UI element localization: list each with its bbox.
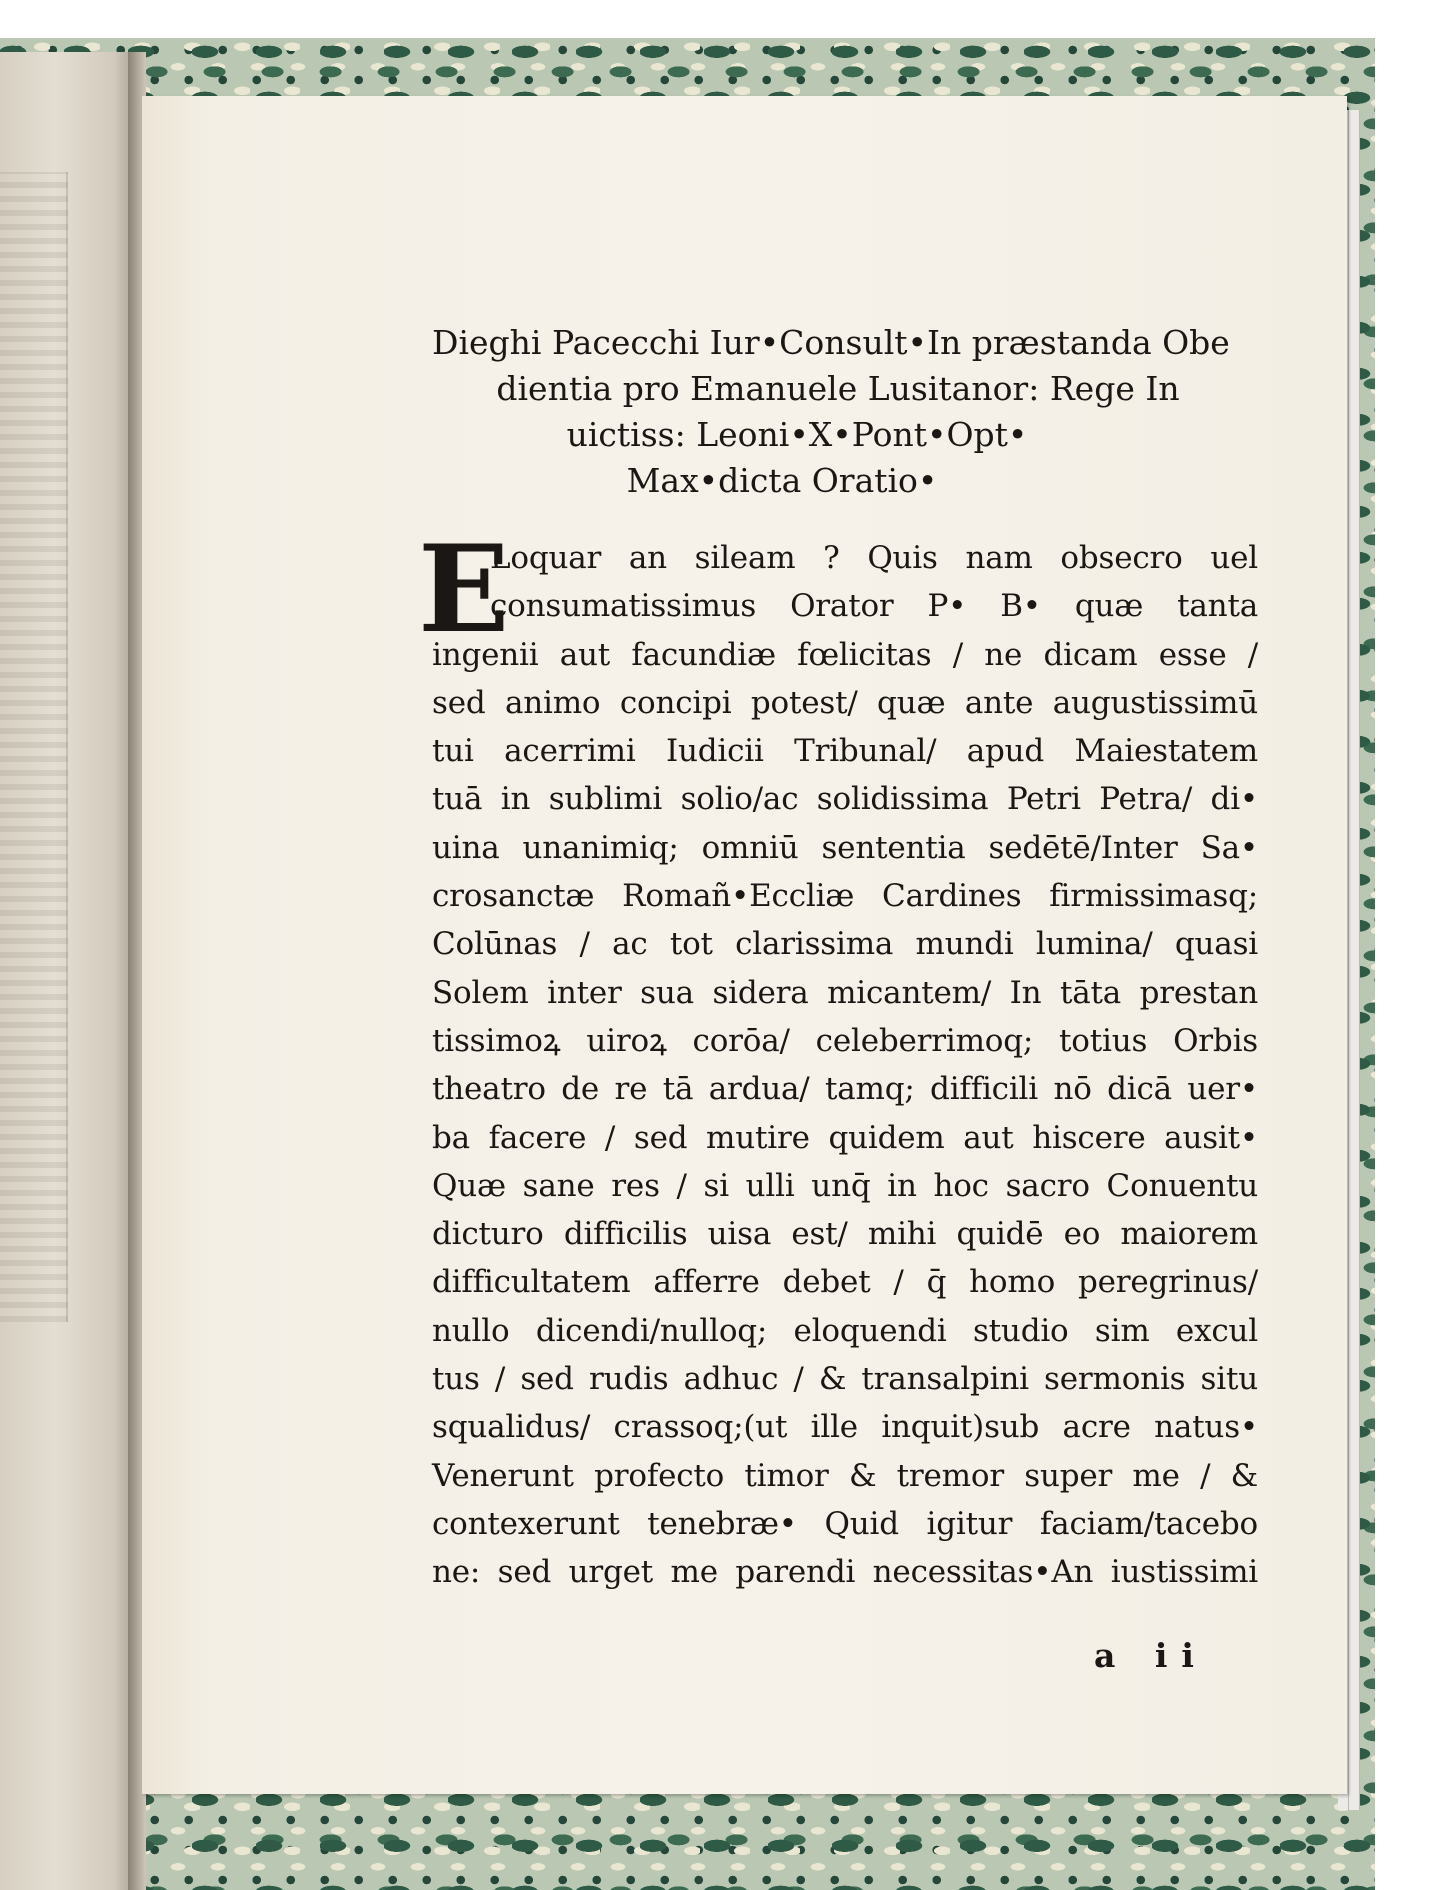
body-line: tui acerrimi Iudicii Tribunal/ apud Maiestatem [432,733,1258,770]
title-line: Dieghi Pacecchi Iur•Consult•In præstanda Obe [432,323,1230,362]
body-line: Venerunt profecto timor & tremor super me / & [432,1457,1258,1494]
body-line: tus / sed rudis adhuc / & transalpini sermonis situ [432,1361,1258,1398]
body-line: crosanctæ Romañ•Eccliæ Cardines firmissimasq; [432,878,1258,915]
body-line: Colūnas / ac tot clarissima mundi lumina/ quasi [432,926,1258,963]
body-line: sed animo concipi potest/ quæ ante augustissimū [432,684,1258,721]
left-page [0,52,135,1890]
body-line: nullo dicendi/nulloq; eloquendi studio sim excul [432,1312,1258,1349]
initial-capital: E [418,519,510,660]
title-line: uictiss: Leoni•X•Pont•Opt• [566,415,1028,454]
body-line: Quæ sane res / si ulli unq̄ in hoc sacro Conuentu [432,1167,1258,1204]
title-line: dientia pro Emanuele Lusitanor: Rege In [496,369,1180,408]
body-line: difficultatem afferre debet / q̄ homo peregrinus/ [432,1264,1258,1301]
signature-mark: a ii [1094,1636,1208,1675]
title-line: Max•dicta Oratio• [626,461,938,500]
body-line: contexerunt tenebræ• Quid igitur faciam/tacebo [432,1505,1258,1542]
body-line: tissimoꝝ uiroꝝ corōa/ celeberrimoq; totius Orbis [432,1022,1258,1059]
body-line: dicturo difficilis uisa est/ mihi quidē eo maiorem [432,1216,1258,1253]
body-line: ba facere / sed mutire quidem aut hiscere ausit• [432,1119,1258,1156]
recto-page [142,96,1347,1794]
body-line: Solem inter sua sidera micantem/ In tāta prestan [432,974,1258,1011]
body-line: tuā in sublimi solio/ac solidissima Petri Petra/ di• [432,781,1258,818]
oration-body [418,519,1272,1597]
body-line: squalidus/ crassoq;(ut ille inquit)sub acre natus• [432,1409,1258,1446]
body-line: theatro de re tā ardua/ tamq; difficili nō dicā uer• [432,1071,1258,1108]
body-line: consumatissimus Orator P• B• quæ tanta [490,588,1258,625]
body-line: Loquar an sileam ? Quis nam obsecro uel [490,540,1258,576]
left-page-show-through [0,172,68,1322]
body-line: ingenii aut facundiæ fœlicitas / ne dicam esse / [432,636,1258,673]
body-line: ne: sed urget me parendi necessitas•An iustissimi [432,1554,1258,1591]
body-line: uina unanimiq; omniū sententia sedētē/Inter Sa• [432,829,1258,866]
page-edge [1349,110,1360,1810]
text-block [418,320,1272,1597]
